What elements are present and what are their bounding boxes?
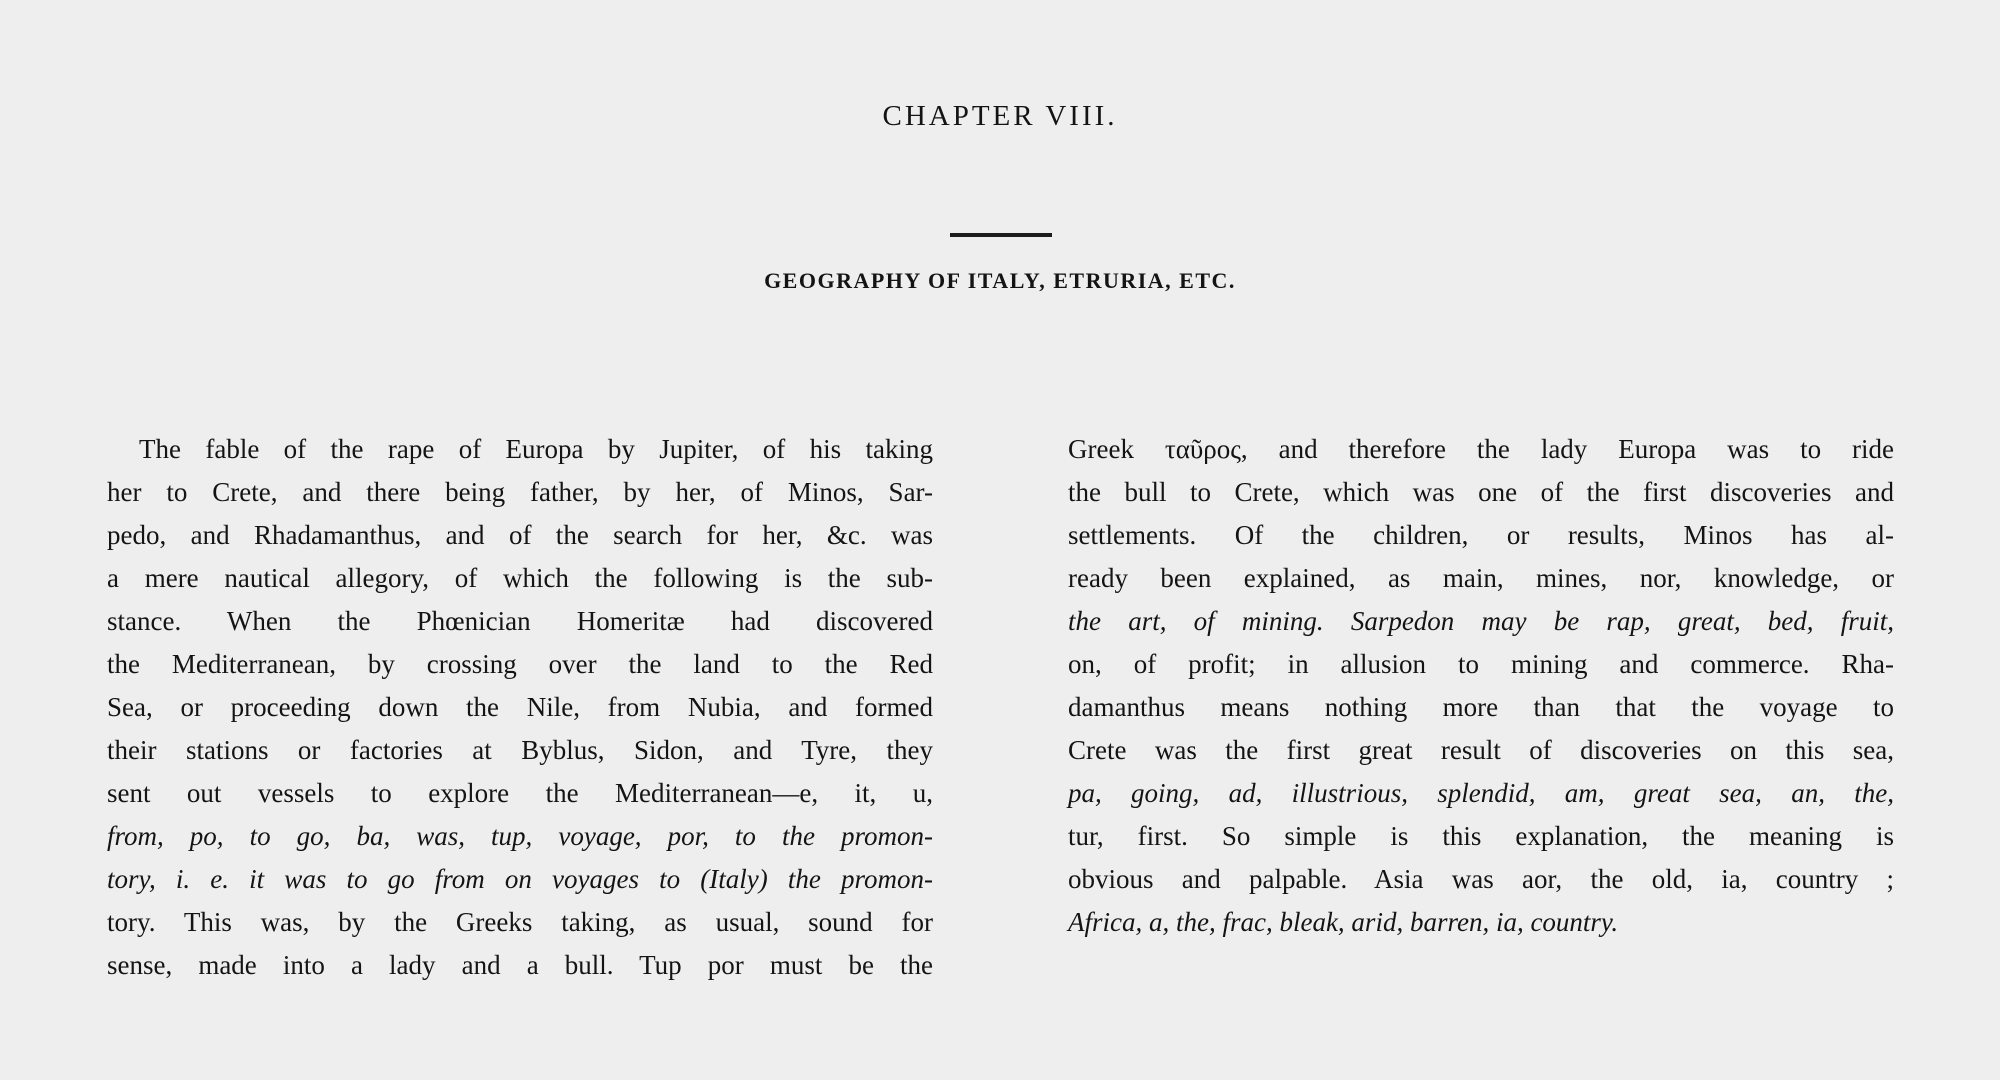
text-line: settlements. Of the children, or results, Minos has al- xyxy=(1068,520,1894,550)
text-line: obvious and palpable. Asia was aor, the old, ia, country ; xyxy=(1068,864,1894,894)
text-line: stance. When the Phœnician Homeritæ had discovered xyxy=(107,606,933,636)
text-line: ready been explained, as main, mines, nor, knowledge, or xyxy=(1068,563,1894,593)
text-line: Sea, or proceeding down the Nile, from Nubia, and formed xyxy=(107,692,933,722)
chapter-title: CHAPTER VIII. xyxy=(882,100,1118,132)
chapter-subtitle: GEOGRAPHY OF ITALY, ETRURIA, ETC. xyxy=(764,268,1236,293)
text-line: from, po, to go, ba, was, tup, voyage, por, to the promon- xyxy=(107,821,933,851)
text-line: pa, going, ad, illustrious, splendid, am, great sea, an, the, xyxy=(1068,778,1894,808)
text-line: on, of profit; in allusion to mining and commerce. Rha- xyxy=(1068,649,1894,679)
text-line: the art, of mining. Sarpedon may be rap, great, bed, fruit, xyxy=(1068,606,1894,636)
text-line: damanthus means nothing more than that the voyage to xyxy=(1068,692,1894,722)
right-text-column xyxy=(1068,428,1894,944)
text-line: her to Crete, and there being father, by her, of Minos, Sar- xyxy=(107,477,933,507)
text-line: sense, made into a lady and a bull. Tup por must be the xyxy=(107,950,933,980)
text-line: their stations or factories at Byblus, Sidon, and Tyre, they xyxy=(107,735,933,765)
text-line: Greek ταῦρος, and therefore the lady Europa was to ride xyxy=(1068,434,1894,464)
text-line: pedo, and Rhadamanthus, and of the search for her, &c. was xyxy=(107,520,933,550)
text-line: sent out vessels to explore the Mediterranean—e, it, u, xyxy=(107,778,933,808)
text-line: The fable of the rape of Europa by Jupiter, of his taking xyxy=(139,434,933,464)
left-text-column xyxy=(107,428,933,987)
text-line: the Mediterranean, by crossing over the land to the Red xyxy=(107,649,933,679)
title-divider xyxy=(950,233,1052,237)
text-line: Crete was the first great result of discoveries on this sea, xyxy=(1068,735,1894,765)
text-line: tory. This was, by the Greeks taking, as usual, sound for xyxy=(107,907,933,937)
text-line: tory, i. e. it was to go from on voyages to (Italy) the promon- xyxy=(107,864,933,894)
text-line: Africa, a, the, frac, bleak, arid, barren, ia, country. xyxy=(1068,907,1619,937)
text-line: a mere nautical allegory, of which the following is the sub- xyxy=(107,563,933,593)
text-line: tur, first. So simple is this explanation, the meaning is xyxy=(1068,821,1894,851)
text-line: the bull to Crete, which was one of the first discoveries and xyxy=(1068,477,1894,507)
